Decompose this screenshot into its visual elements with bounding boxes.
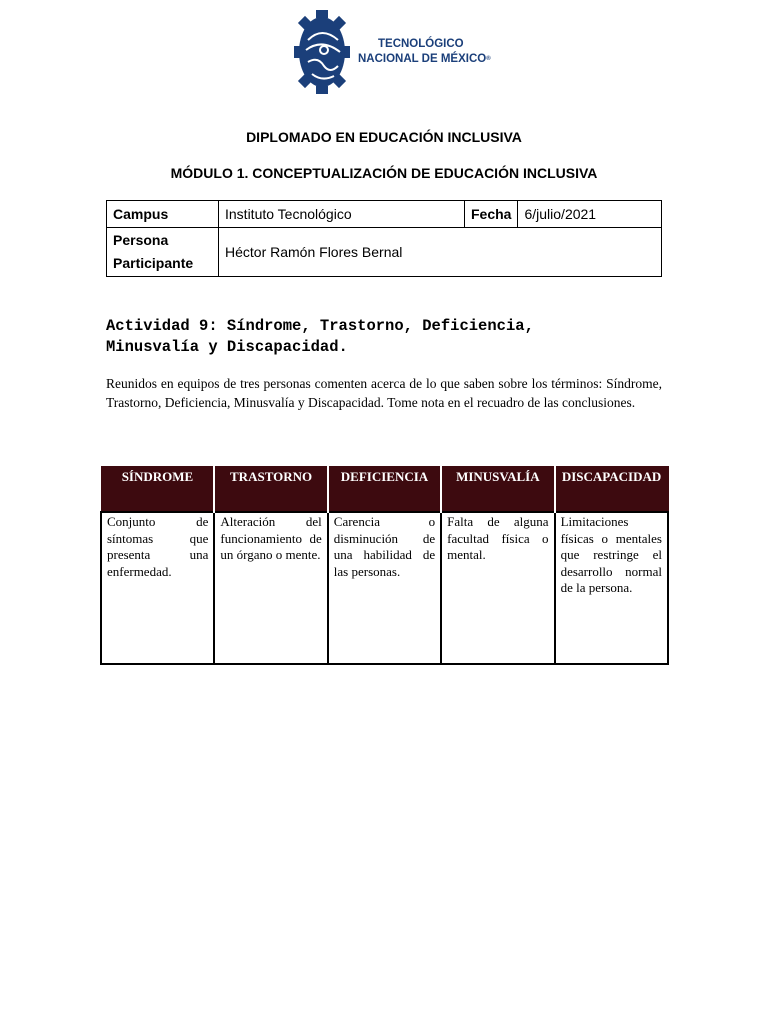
fecha-value: 6/julio/2021 bbox=[518, 201, 662, 228]
terms-header-row bbox=[101, 467, 668, 513]
terms-table bbox=[100, 466, 669, 665]
activity-instructions: Reunidos en equipos de tres personas comenten acerca de lo que saben sobre los términos: Síndrome, Trastorno, Deficiencia, Minusvalía y Discapacidad. Tome nota en el recuadro de las conclusiones. bbox=[106, 376, 662, 410]
tecnm-wordmark bbox=[358, 37, 491, 67]
persona-label-line-1: Persona bbox=[113, 232, 169, 248]
persona-label-line-2: Participante bbox=[113, 255, 194, 271]
logo-line-2: NACIONAL DE MÉXICO bbox=[358, 53, 487, 65]
info-table bbox=[106, 200, 662, 277]
header-minusvalia: MINUSVALÍA bbox=[441, 467, 554, 513]
info-row-campus bbox=[107, 201, 662, 228]
logo-line-1: TECNOLÓGICO bbox=[378, 38, 464, 50]
header-deficiencia: DEFICIENCIA bbox=[328, 467, 441, 513]
header-sindrome: SÍNDROME bbox=[101, 467, 214, 513]
header-discapacidad: DISCAPACIDAD bbox=[555, 467, 668, 513]
tecnm-logo bbox=[294, 10, 491, 94]
persona-value: Héctor Ramón Flores Bernal bbox=[219, 228, 662, 277]
registered-mark: ® bbox=[486, 56, 491, 62]
definition-trastorno: Alteración del funcionamiento de un órgano o mente. bbox=[214, 512, 327, 664]
activity-title bbox=[106, 316, 666, 358]
definition-sindrome: Conjunto de síntomas que presenta una enfermedad. bbox=[101, 512, 214, 664]
header-trastorno: TRASTORNO bbox=[214, 467, 327, 513]
terms-definition-row bbox=[101, 512, 668, 664]
campus-value: Instituto Tecnológico bbox=[219, 201, 465, 228]
info-row-persona bbox=[107, 228, 662, 277]
campus-label: Campus bbox=[107, 201, 219, 228]
activity-title-line-1: Actividad 9: Síndrome, Trastorno, Deficiencia, bbox=[106, 317, 534, 335]
tecnm-gear-emblem-icon bbox=[294, 10, 350, 94]
definition-discapacidad: Limitaciones físicas o mentales que restringe el desarrollo normal de la persona. bbox=[555, 512, 668, 664]
definition-deficiencia: Carencia o disminución de una habilidad de las personas. bbox=[328, 512, 441, 664]
diploma-title: DIPLOMADO EN EDUCACIÓN INCLUSIVA bbox=[246, 129, 522, 145]
fecha-label: Fecha bbox=[465, 201, 518, 228]
persona-label bbox=[107, 228, 219, 277]
module-title: MÓDULO 1. CONCEPTUALIZACIÓN DE EDUCACIÓN INCLUSIVA bbox=[170, 165, 598, 181]
activity-title-line-2: Minusvalía y Discapacidad. bbox=[106, 338, 348, 356]
definition-minusvalia: Falta de alguna facultad física o mental. bbox=[441, 512, 554, 664]
